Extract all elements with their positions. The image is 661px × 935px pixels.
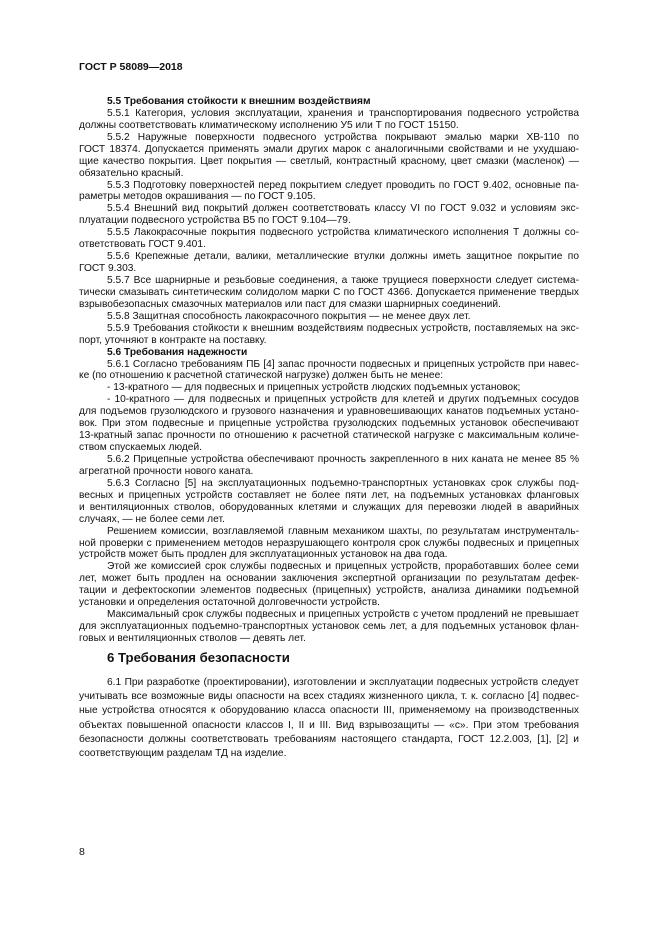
text-line: устройств может быть продлен для эксплуатационных установок на два года. (79, 549, 448, 560)
text-line: ные устройства относятся к оборудованию класса опасности III, применяемому на производственных (79, 705, 579, 717)
text-line: для эксплуатационных подъемно-транспортных установок семь лет, а для подъемных установок флан- (79, 621, 579, 632)
text-line: для подъемов грузолюдского и грузового назначения и уравновешивающих канатов подъемных устано- (79, 406, 579, 417)
text-line: 5.5.8 Защитная способность лакокрасочного покрытия — не менее двух лет. (107, 311, 471, 322)
text-line: плуатации подвесного устройства В5 по ГОСТ 9.104—79. (79, 215, 351, 226)
text-line: 5.6.2 Прицепные устройства обеспечивают прочность закрепленного в них каната не менее 85 % (107, 454, 579, 465)
text-line: ством спускаемых людей. (79, 442, 202, 453)
text-line: Максимальный срок службы подвесных и прицепных устройств с учетом продлений не превышает (107, 609, 579, 620)
text-line: агрегатной прочности нового каната. (79, 466, 254, 477)
text-line: безопасности должны соответствовать требованиям настоящего стандарта, ГОСТ 12.2.003, [1], [2] и (79, 733, 579, 745)
text-line: тации и дефектоскопии элементов подвесных (прицепных) устройств, анализа динамики подъемной (79, 585, 579, 596)
text-line: 5.5.4 Внешний вид покрытий должен соответствовать классу VI по ГОСТ 9.032 и условиям экс- (107, 203, 579, 214)
text-line: ГОСТ 18374. Допускается применять эмали других марок с аналогичными свойствами и не ухудшаю- (79, 144, 579, 155)
text-line: случаях, — не более семи лет. (79, 514, 225, 525)
text-line: говых и вентиляционных стволов — девять лет. (79, 633, 306, 644)
text-line: Этой же комиссией срок службы подвесных и прицепных устройств, проработавших более семи (107, 561, 579, 572)
text-line: и вентиляционных стволов, оборудованных клетями и служащих для перевозки людей в аварийных (79, 502, 579, 513)
text-line: - 13-кратного — для подвесных и прицепных устройств людских подъемных установок; (107, 382, 521, 393)
text-line: 5.5.1 Категория, условия эксплуатации, хранения и транспортирования подвесного устройства (107, 108, 579, 119)
text-line: 5.6.3 Согласно [5] на эксплуатационных подъемно-транспортных установках срок службы под- (107, 478, 579, 489)
text-line: лет, может быть продлен на основании заключения экспертной организации по результатам дефек- (79, 573, 579, 584)
text-line: 5.6.1 Согласно требованиям ПБ [4] запас прочности подвесных и прицепных устройств при навес- (107, 359, 579, 370)
text-line: учитывать все возможные виды опасности на всех стадиях жизненного цикла, т. к. согласно [4] подвес- (79, 691, 579, 703)
text-line: объектах повышенной опасности классов I, II и III. Вид взрывозащиты — «с». При этом требования (79, 719, 579, 731)
subsection-heading: 5.5 Требования стойкости к внешним воздействиям (107, 96, 371, 107)
text-line: 5.5.9 Требования стойкости к внешним воздействиям подвесных устройств, поставляемых на экс- (107, 323, 579, 334)
text-line: Решением комиссии, возглавляемой главным механиком шахты, по результатам инструменталь- (107, 526, 579, 537)
text-line: 5.5.7 Все шарнирные и резьбовые соединения, а также трущиеся поверхности следует система- (107, 275, 579, 286)
text-line: ответствовать ГОСТ 9.401. (79, 239, 206, 250)
text-line: 5.5.6 Крепежные детали, валики, металлические втулки должны иметь защитное покрытие по (107, 251, 579, 262)
subsection-heading: 5.6 Требования надежности (107, 347, 248, 358)
text-line: 5.5.3 Подготовку поверхностей перед покрытием следует проводить по ГОСТ 9.402, основные па- (107, 180, 579, 191)
text-line: взрывобезопасных смазочных материалов или паст для смазки шарнирных соединений. (79, 299, 501, 310)
section-heading: 6 Требования безопасности (107, 650, 290, 665)
text-line: соответствующим разделам ТД на изделие. (79, 748, 287, 759)
text-line: - 10-кратного — для подвесных и прицепных устройств для клетей и других подъемных сосудов (107, 394, 579, 405)
text-line: щие качество покрытия. Цвет покрытия — светлый, контрастный красному, цвет смазки (масленок) — (79, 156, 579, 167)
text-line: установки и определения остаточной долговечности устройств. (79, 597, 380, 608)
page-number: 8 (79, 846, 85, 858)
text-line: 13-кратный запас прочности по отношению к расчетной статической нагрузке с максимальным количе- (79, 430, 579, 441)
text-line: ной проверки с применением методов неразрушающего контроля срок службы подвесных и прицепных (79, 538, 579, 549)
text-line: весных и прицепных устройств составляет не более пяти лет, на подъемных установках фланговых (79, 490, 579, 501)
document-header: ГОСТ Р 58089—2018 (79, 61, 183, 73)
text-line: тически смазывать синтетическим солидолом марки С по ГОСТ 4366. Допускается применение твердых (79, 287, 579, 298)
text-line: 5.5.2 Наружные поверхности подвесного устройства покрывают эмалью марки ХВ-110 по (107, 132, 579, 143)
text-line: обязательно красный. (79, 168, 184, 179)
text-line: 5.5.5 Лакокрасочные покрытия подвесного устройства климатического исполнения Т должны со- (107, 227, 579, 238)
text-line: порт, уточняют в контракте на поставку. (79, 335, 267, 346)
text-line: ке (по отношению к расчетной статической нагрузке) должен быть не менее: (79, 370, 444, 381)
text-line: вок. При этом подвесные и прицепные устройства грузолюдских подъемных установок обеспечивают (79, 418, 579, 429)
text-line: 6.1 При разработке (проектировании), изготовлении и эксплуатации подвесных устройств следует (107, 677, 579, 688)
text-line: ГОСТ 9.303. (79, 263, 137, 274)
text-line: раметры методов окрашивания — по ГОСТ 9.105. (79, 191, 316, 202)
text-line: должны соответствовать климатическому исполнению У5 или Т по ГОСТ 15150. (79, 120, 459, 131)
